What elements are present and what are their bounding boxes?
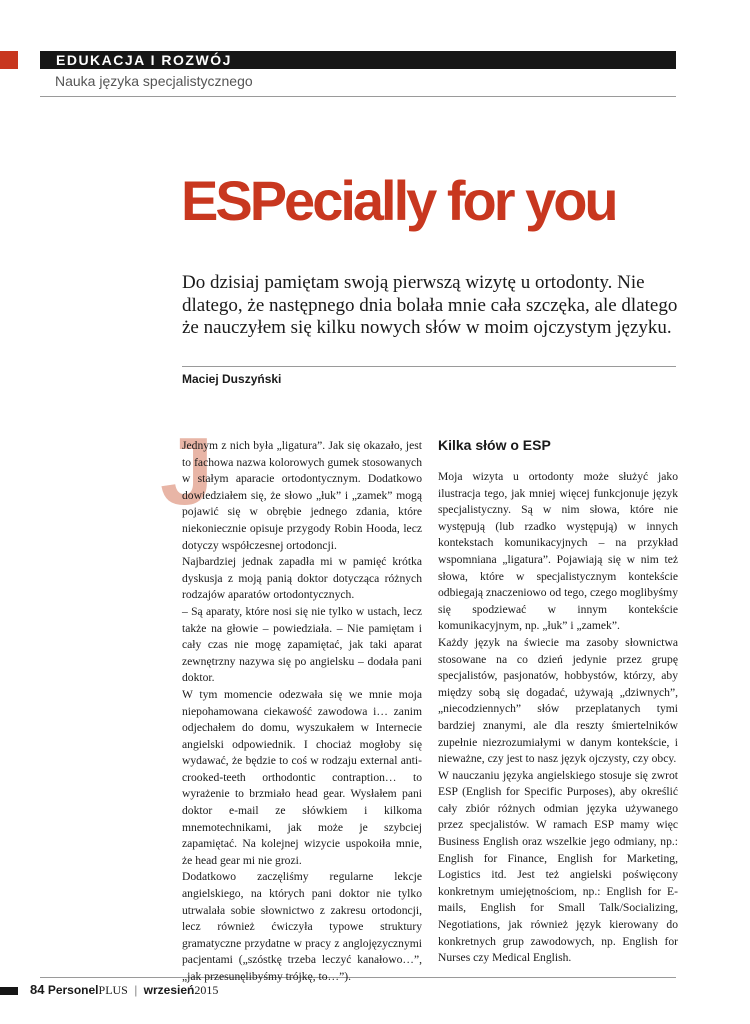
issue-year: 2015 xyxy=(194,983,219,997)
body-paragraph: W tym momencie odezwała się we mnie moja niepohamowana ciekawość zawodowa i… zanim odjechałem do domu, wyszukałem w Internecie angielski odpowiednik. I chociaż mogłoby się wydawać, że będzie to coś w rodzaju external anti-crooked-teeth orthodontic contraption… to wyrażenie to brzmiało head gear. Wysłałem pani doktor e-mail ze słówkiem i kilkoma mnemotechnikami, jak może je szybciej zapamiętać. Na kolejnej wizycie uspokoiła mnie, że head gear mi nie grozi. xyxy=(182,687,422,867)
right-column xyxy=(438,469,678,967)
body-paragraph: W nauczaniu języka angielskiego stosuje się zwrot ESP (English for Specific Purposes), aby określić cały zbiór różnych odmian języka używanego przez specjalistów. W ramach ESP mamy więc Business English oraz wszelkie jego odmiany, np.: English for Finance, English for Marketing, Logistics itd. Jest też angielski poświęcony konkretnym umiejętnościom, np.: English for E-mails, English for Small Talk/Socializing, Negotiations, jak również język kierowany do konkretnych grup zawodowych, np. English for Nurses czy Medical English. xyxy=(438,768,678,965)
article-title: ESPecially for you xyxy=(181,169,616,232)
article-lead: Do dzisiaj pamiętam swoją pierwszą wizytę u ortodonty. Nie dlatego, że następnego dnia bolała mnie cała szczęka, ale dlatego że nauczyłem się kilku nowych słów w moim ojczystym języku. xyxy=(182,272,678,338)
section-subtitle: Nauka języka specjalistycznego xyxy=(55,73,253,89)
magazine-name-part: Personel xyxy=(47,983,99,997)
body-paragraph: Najbardziej jednak zapadła mi w pamięć krótka dyskusja z moją panią doktor dotycząca różnych rodzajów aparatów ortodontycznych. xyxy=(182,555,422,602)
body-paragraph: Dodatkowo zaczęliśmy regularne lekcje angielskiego, na których pani doktor nie tylko utrwalała sobie słownictwo z zakresu ortodoncji, lecz również ćwiczyła typowe struktury gramatyczne przydatne w pracy z anglojęzycznymi pacjentami („szóstkę trzeba leczyć kanałowo…”, „jak przesunęlibyśmy trójkę, to…”). xyxy=(182,870,422,983)
article-author: Maciej Duszyński xyxy=(182,372,282,386)
left-column xyxy=(182,438,422,986)
section-header: EDUKACJA I ROZWÓJ xyxy=(40,51,676,69)
body-paragraph: Moja wizyta u ortodonty może służyć jako ilustracja tego, jak mniej więcej funkcjonuje język specjalistyczny. Są w nim słowa, które nie występują (lub rzadko występują) w innych kontekstach komunikacyjnych – na przykład wspomniana „ligatura”. Pojawiają się w nim też słowa, które w specjalistycznym kontekście odbiegają znaczeniowo od tego, czego moglibyśmy się spodziewać w innym kontekście komunikacyjnym, np. „łuk” i „zamek”. xyxy=(438,470,678,633)
magazine-name-part: PLUS xyxy=(98,983,128,997)
section-color-tab xyxy=(0,51,18,69)
body-paragraph: Jednym z nich była „ligatura”. Jak się okazało, jest to fachowa nazwa kolorowych gumek stosowanych w stałym aparacie ortodontycznym. Dodatkowo dowiedziałem się, że słowo „łuk” i „zamek” mogą pojawić się w obrębie jednego zdania, które niekoniecznie opisuje przygody Robin Hooda, lecz dotyczy współczesnej ortodoncji. xyxy=(182,439,422,552)
page-number: 84 xyxy=(30,982,45,997)
subsection-heading: Kilka słów o ESP xyxy=(438,437,551,453)
author-divider xyxy=(182,366,676,367)
header-divider xyxy=(40,96,676,97)
footer-color-tab xyxy=(0,987,18,995)
issue-month: wrzesień xyxy=(143,983,195,997)
footer-separator: | xyxy=(134,983,138,997)
magazine-name xyxy=(48,983,128,997)
drop-cap: J xyxy=(160,418,214,525)
body-paragraph: – Są aparaty, które nosi się nie tylko w ustach, lecz także na głowie – powiedziała. – Nie pamiętam i cały czas nie mogę zapamiętać, jak taki aparat zewnętrzny nazywa się po angielsku – dodała pani doktor. xyxy=(182,604,422,685)
body-paragraph: Każdy język na świecie ma zasoby słownictwa stosowane na co dzień jedynie przez grupę specjalistów, pasjonatów, hobbystów, którzy, aby między sobą się dogadać, używają „dziwnych”, „niecodziennych” słów przeplatanych tymi bardziej znanymi, ale dla reszty śmiertelników zupełnie niezrozumiałymi w danym kontekście, i nieważne, czy jest to nasz język ojczysty, czy obcy. xyxy=(438,635,678,766)
